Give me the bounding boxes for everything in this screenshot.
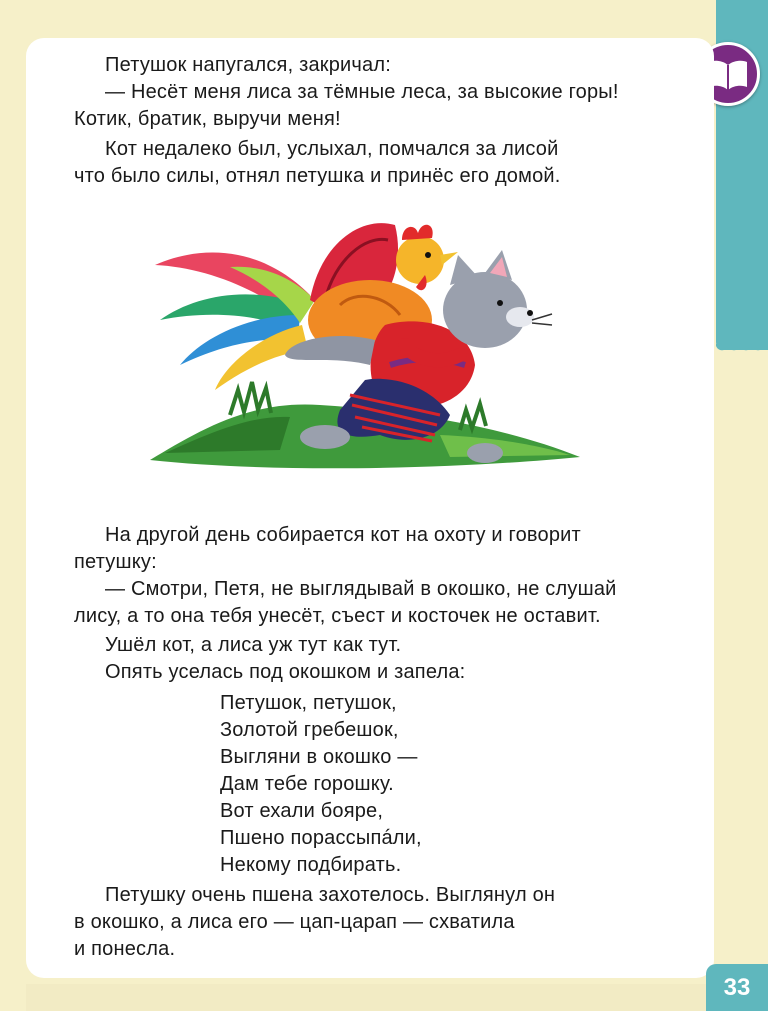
poem-line: Вот ехали бояре, [220,800,384,822]
poem-line: Некому подбирать. [220,854,402,876]
text-line: Петушок напугался, закричал: [105,54,391,76]
text-line: в окошко, а лиса его — цап-царап — схватила [74,911,515,933]
text-line: петушку: [74,551,157,573]
poem-line: Дам тебе горошку. [220,773,394,795]
poem-line: Выгляни в окошко — [220,746,418,768]
text-line: Петушку очень пшена захотелось. Выглянул он [105,884,556,906]
text-line: — Смотри, Петя, не выглядывай в окошко, не слушай [105,578,617,600]
poem-line: Золотой гребешок, [220,719,399,741]
text-line: Опять уселась под окошком и запела: [105,661,466,683]
text-line: Кот недалеко был, услыхал, помчался за лисой [105,138,559,160]
text-line: Котик, братик, выручи меня! [74,108,341,130]
poem-line: Пшено порассыпáли, [220,827,422,849]
page-number: 33 [706,964,768,1011]
text-line: Ушёл кот, а лиса уж тут как тут. [105,634,402,656]
text-line: что было силы, отнял петушка и принёс его домой. [74,165,561,187]
bottom-strip [26,984,706,1011]
text-line: На другой день собирается кот на охоту и говорит [105,524,581,546]
cat-carrying-rooster-illustration [140,205,585,480]
text-line: лису, а то она тебя унесёт, съест и косточек не оставит. [74,605,601,627]
poem-line: Петушок, петушок, [220,692,397,714]
text-line: — Несёт меня лиса за тёмные леса, за высокие горы! [105,81,619,103]
text-line: и понесла. [74,938,176,960]
